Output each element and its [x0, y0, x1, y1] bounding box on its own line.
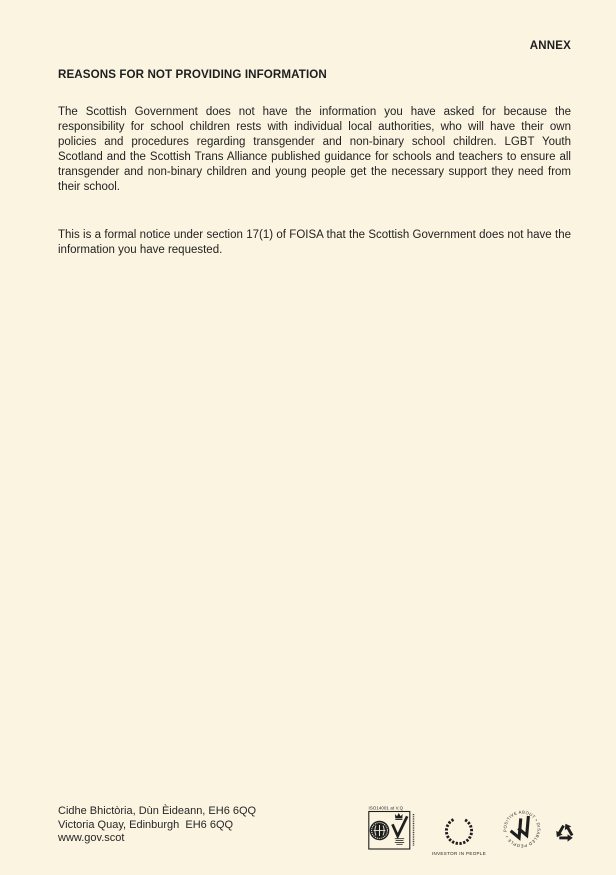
website-url: www.gov.scot [58, 832, 125, 844]
positive-about-disabled-people-logo [500, 805, 544, 853]
letter-body [0, 0, 616, 258]
letter-footer [58, 805, 575, 858]
iso14001-certification-logo [368, 805, 418, 853]
recycle-icon [555, 822, 575, 842]
address-line-english: Victoria Quay, Edinburgh EH6 6QQ [58, 818, 234, 831]
body-paragraph-formal-notice: This is a formal notice under section 17(1) of FOISA that the Scottish Government does not have the information you have requested. [58, 229, 571, 256]
double-tick-icon [509, 818, 533, 840]
address-line-gaelic: Cidhe Bhictòria, Dùn Èideann, EH6 6QQ [58, 805, 257, 817]
investors-in-people-logo [429, 812, 489, 858]
crown-checkmark-icon [393, 813, 407, 845]
disability-badge-circular-text: POSITIVE ABOUT • DISABLED PEOPLE • [502, 809, 542, 849]
registered-firm-globe-icon [370, 821, 390, 841]
investors-in-people-label: INVESTOR IN PEOPLE [431, 851, 487, 856]
body-paragraph-reasons: The Scottish Government does not have the information you have asked for because the responsibility for school children rests with individual local authorities, who will have their own policies and procedures regarding transgender and non-binary school children. LGBT Youth Scotland and the Scottish Trans Alliance published guidance for schools and teachers to ensure all transgender and non-binary children and young people get the necessary support they need from their school. [58, 106, 571, 193]
iso14001-label: ISO14001 at V.Q [368, 805, 404, 811]
address-block [58, 805, 256, 846]
laurel-wreath-icon [446, 820, 471, 844]
section-heading: REASONS FOR NOT PROVIDING INFORMATION [58, 68, 327, 81]
annex-label: ANNEX [529, 40, 571, 52]
footer-logos [368, 805, 575, 858]
